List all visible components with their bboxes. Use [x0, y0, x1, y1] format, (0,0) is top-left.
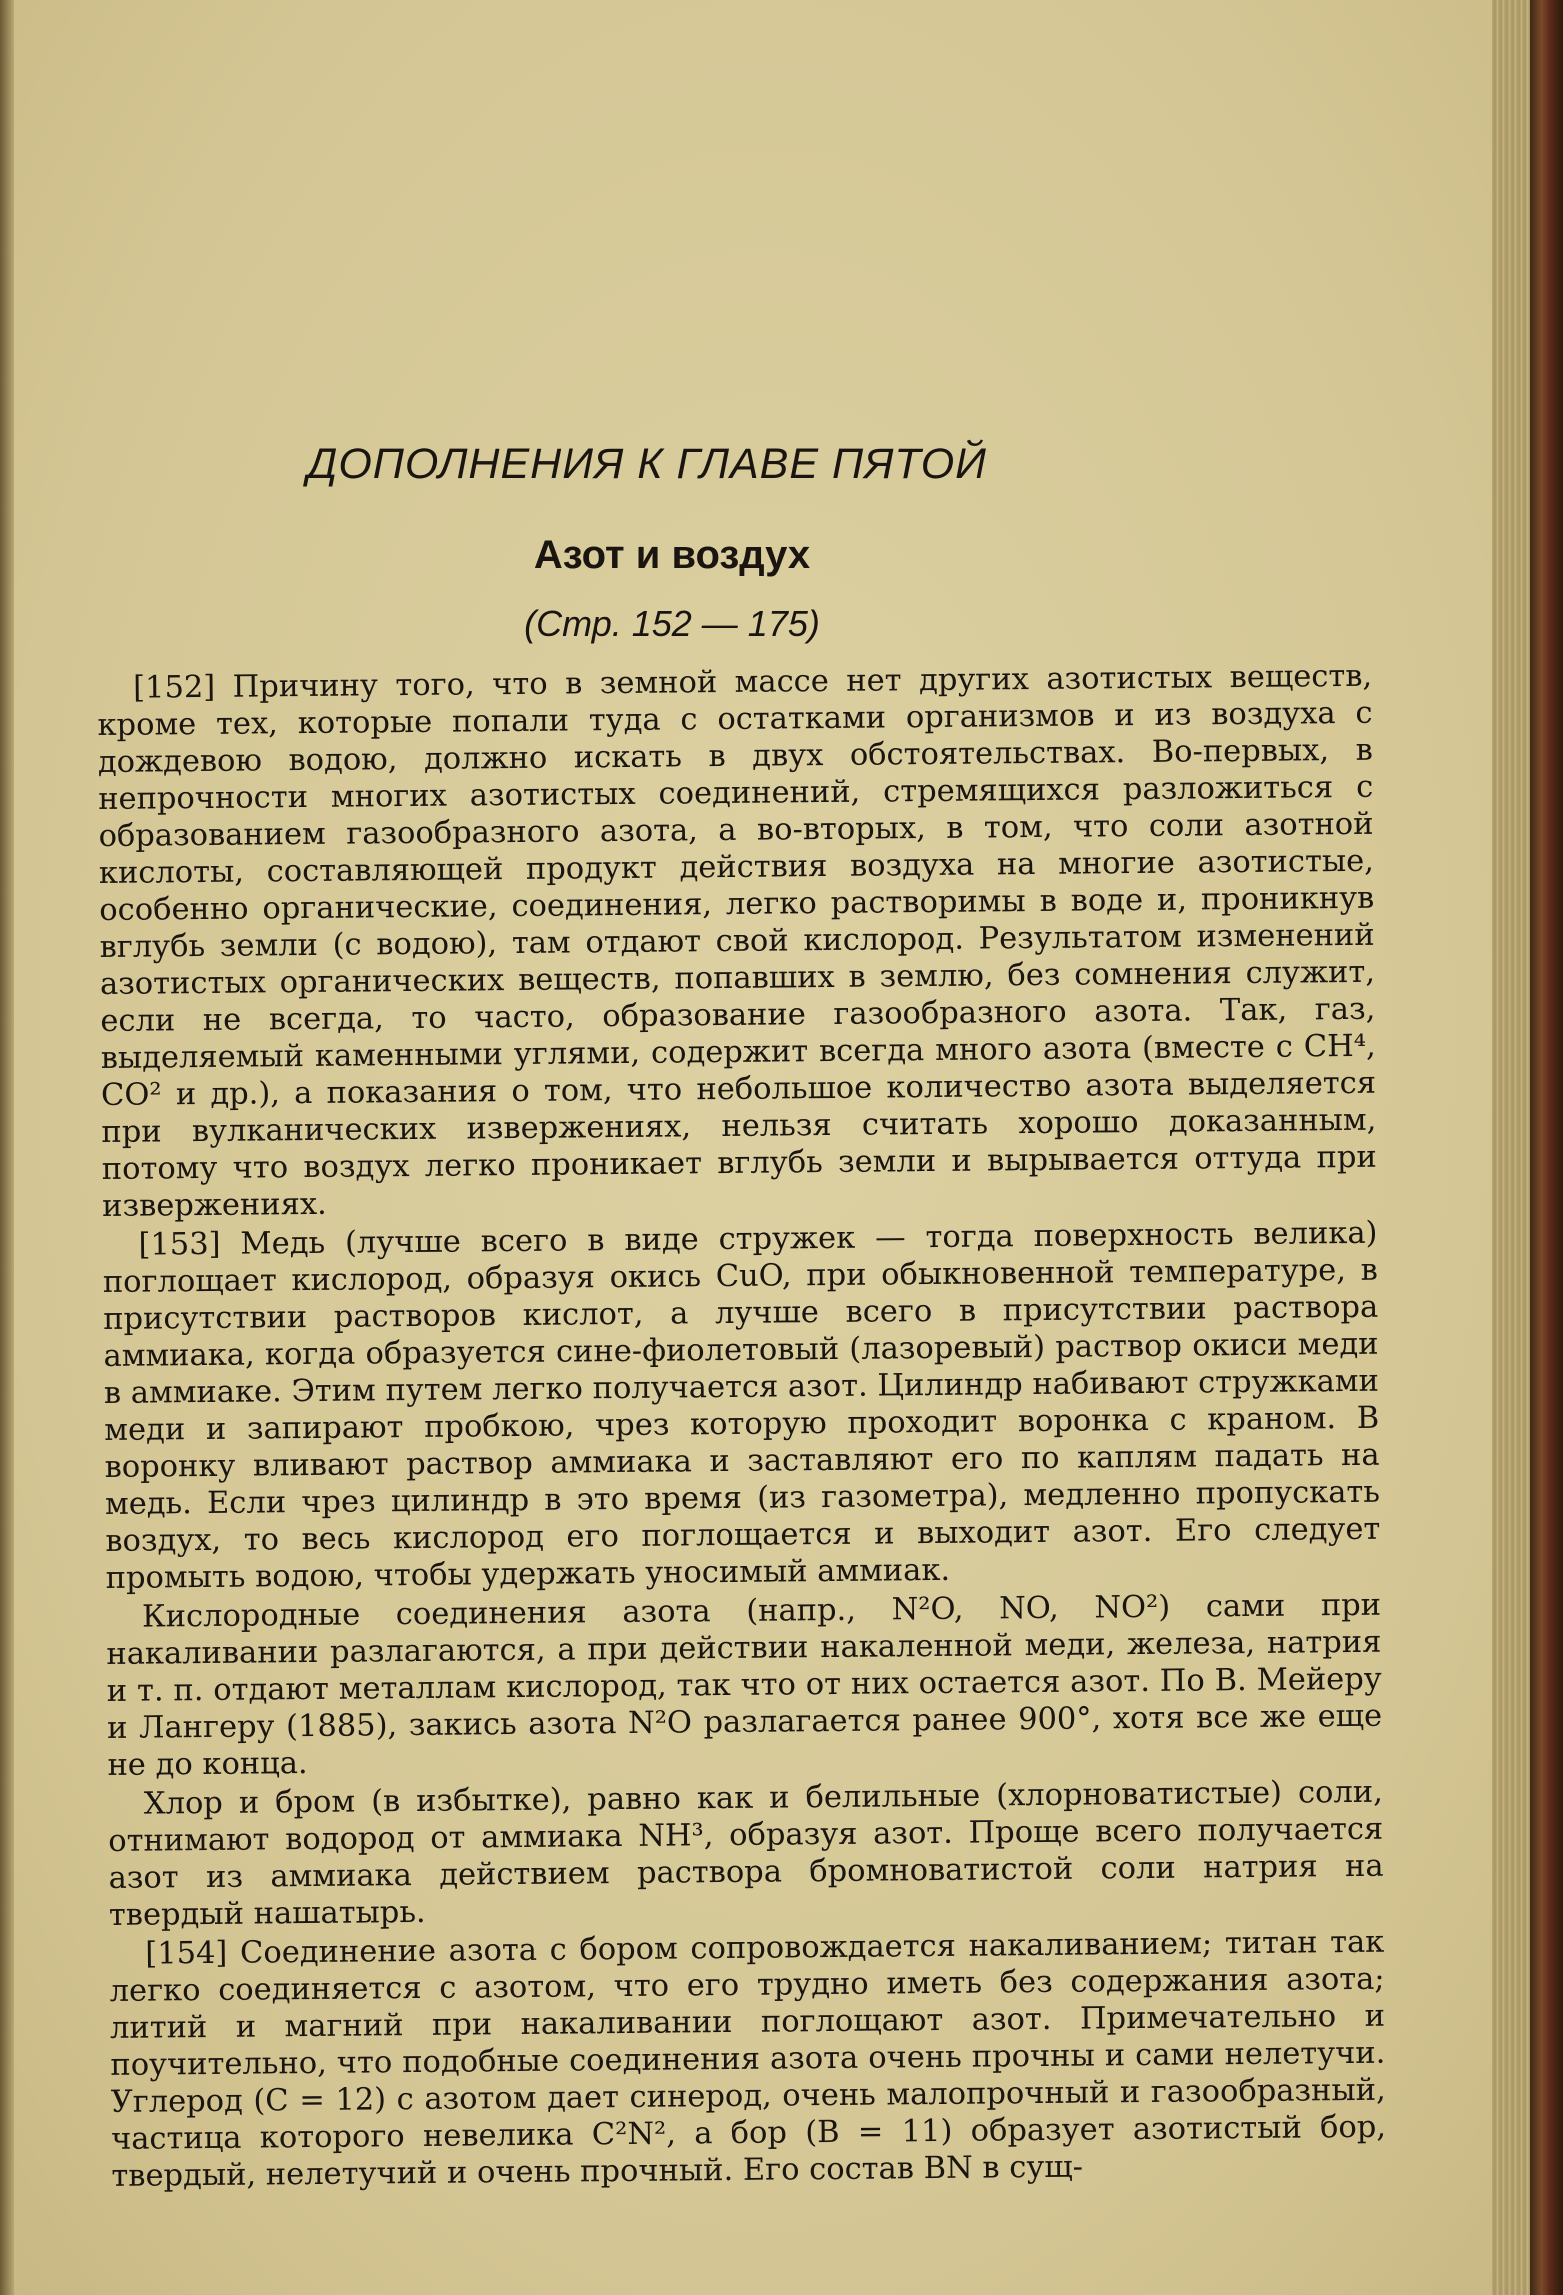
book-spine	[1530, 0, 1563, 2295]
paragraph-nitrogen-oxides: Кислородные соединения азота (напр., N²O, NO, NO²) сами при накаливании разлагаются, а при действии накаленной меди, железа, натрия и т. п. отдают металлам кислород, так что от них остается азот. По В. Мейеру и Лангеру (1885), закись азота N²O разлагается ранее 900°, хотя все же еще не до конца.	[106, 1587, 1383, 1783]
chapter-heading: ДОПОЛНЕНИЯ К ГЛАВЕ ПЯТОЙ	[307, 440, 987, 488]
paragraph-152: [152] Причину того, что в земной массе нет других азотистых веществ, кроме тех, которые попали туда с остатками организмов и из воздуха с дождевою водою, должно искать в двух обстоятельствах. Во-первых, в непрочности многих азотистых соединений, стремящихся разложиться с образованием газообразного азота, а во-вторых, в том, что соли азотной кислоты, составляющей продукт действия воздуха на многие азотистые, особенно органические, соединения, легко растворимы в воде и, проникнув вглубь земли (с водою), там отдают свой кислород. Результатом изменений азотистых органических веществ, попавших в землю, без сомнения служит, если не всегда, то часто, образование газообразного азота. Так, газ, выделяемый каменными углями, содержит всегда много азота (вместе с CH⁴, CO² и др.), а показания о том, что небольшое количество азота выделяется при вулканических извержениях, нельзя считать хорошо доказанным, потому что воздух легко проникает вглубь земли и вырывается оттуда при извержениях.	[97, 658, 1377, 1224]
paragraph-154: [154] Соединение азота с бором сопровождается накаливанием; титан так легко соединяется с азотом, что его трудно иметь без содержания азота; литий и магний при накаливании поглощают азот. Примечательно и поучительно, что подобные соединения азота очень прочны и сами нелетучи. Углерод (C = 12) с азотом дает синерод, очень малопрочный и газообразный, частица которого невелика C²N², а бор (B = 11) образует азотистый бор, твердый, нелетучий и очень прочный. Его состав BN в сущ-	[109, 1924, 1387, 2194]
page-left-edge	[0, 0, 14, 2295]
section-title: Азот и воздух	[533, 533, 811, 577]
body-text	[97, 658, 1387, 2197]
page-stack-edge	[1492, 0, 1530, 2295]
paragraph-chlorine-bromine: Хлор и бром (в избытке), равно как и белильные (хлорноватистые) соли, отнимают водород от аммиака NH³, образуя азот. Проще всего получается азот из аммиака действием раствора бромноватистой соли натрия на твердый нашатырь.	[108, 1774, 1384, 1933]
paragraph-153: [153] Медь (лучше всего в виде стружек — тогда поверхность велика) поглощает кислород, образуя окись CuO, при обыкновенной температуре, в присутствии растворов кислот, а лучше всего в присутствии раствора аммиака, когда образуется сине-фиолетовый (лазоревый) раствор окиси меди в аммиаке. Этим путем легко получается азот. Цилиндр набивают стружками меди и запирают пробкою, чрез которую проходит воронка с краном. В воронку вливают раствор аммиака и заставляют его по каплям падать на медь. Если чрез цилиндр в это время (из газометра), медленно пропускать воздух, то весь кислород его поглощается и выходит азот. Его следует промыть водою, чтобы удержать уносимый аммиак.	[102, 1215, 1381, 1596]
page-reference: (Стр. 152 — 175)	[524, 603, 820, 644]
